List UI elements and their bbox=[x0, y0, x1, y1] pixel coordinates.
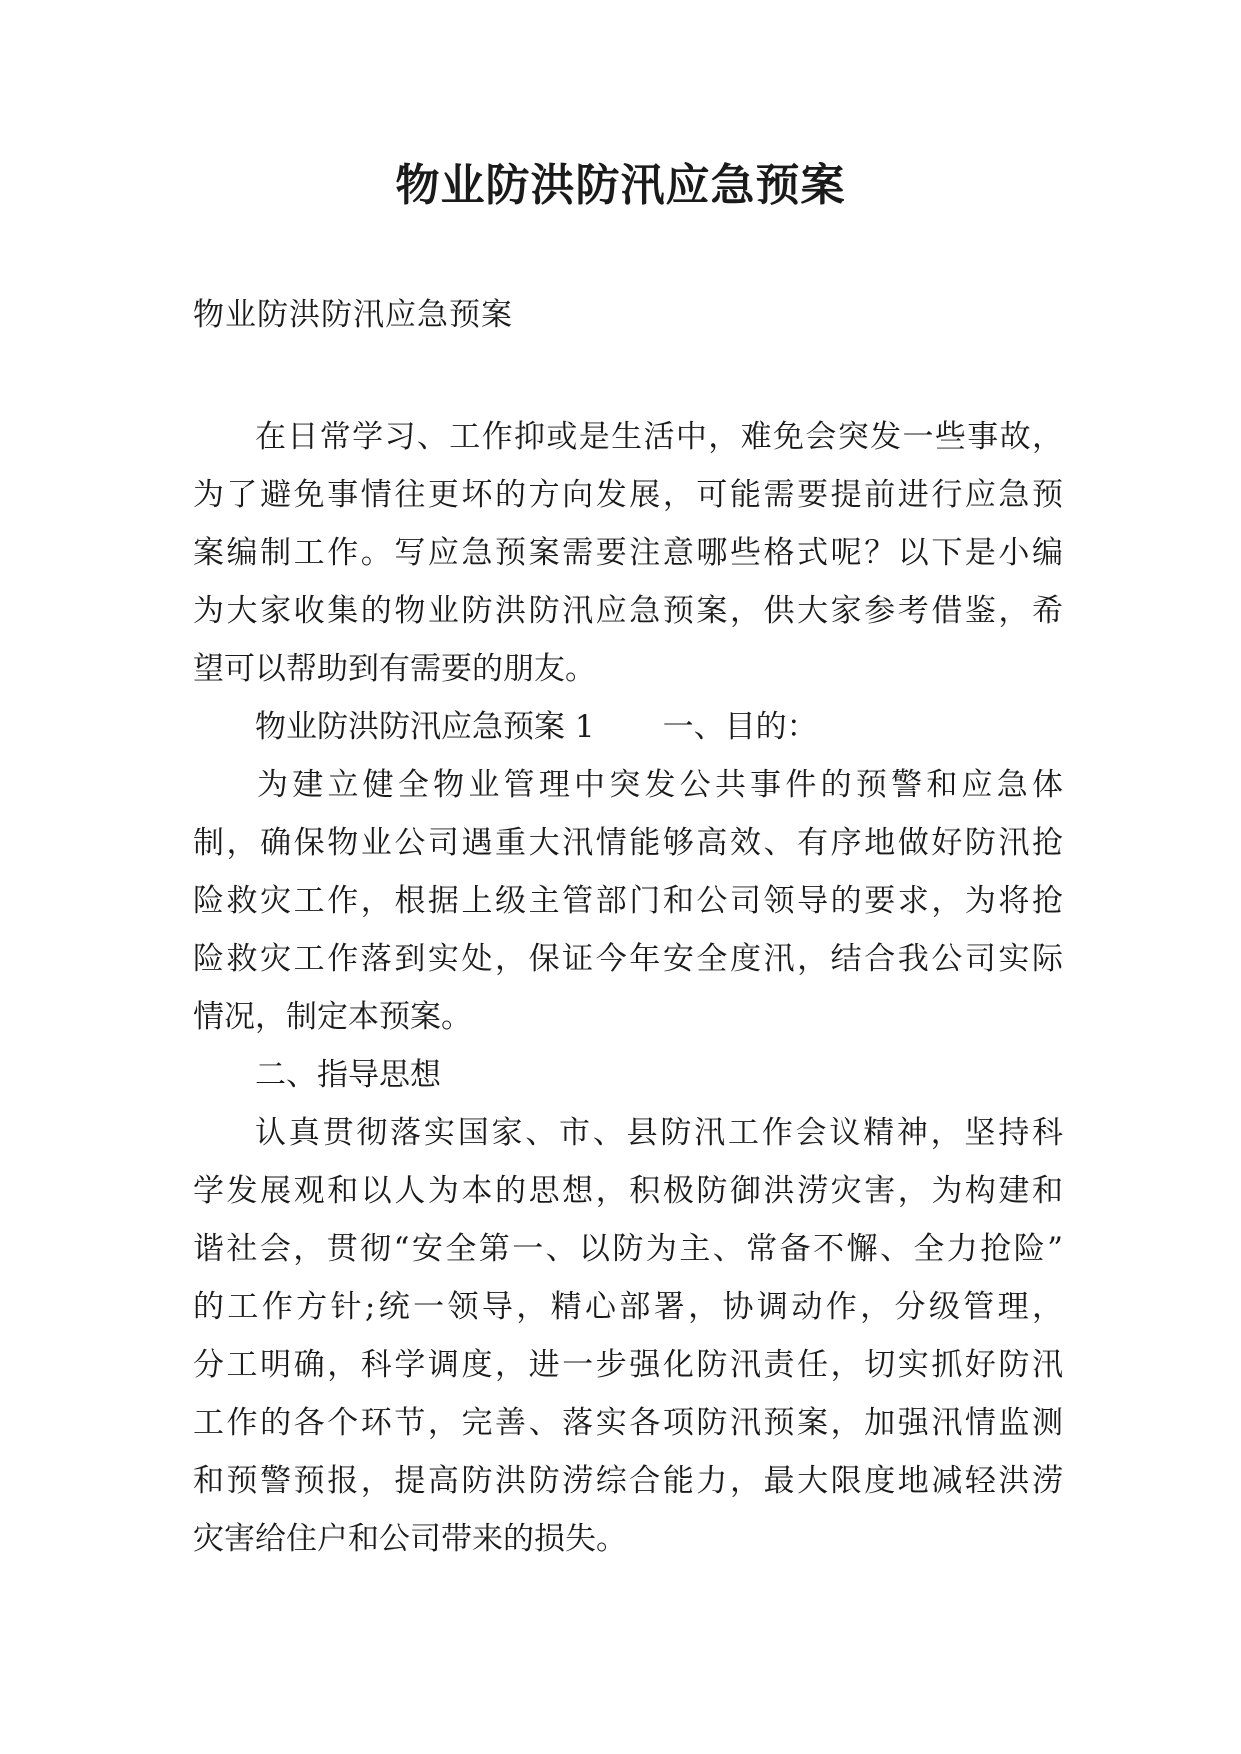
paragraph-line: 制，确保物业公司遇重大汛情能够高效、有序地做好防汛抢 bbox=[193, 825, 1063, 861]
paragraph-line: 案编制工作。写应急预案需要注意哪些格式呢？以下是小编 bbox=[193, 535, 1063, 571]
section-heading: 物业防洪防汛应急预案 1 bbox=[255, 709, 595, 745]
paragraph-line: 为建立健全物业管理中突发公共事件的预警和应急体 bbox=[257, 767, 1063, 803]
purpose-heading: 一、目的： bbox=[662, 709, 818, 745]
paragraph-line: 谐社会，贯彻“安全第一、以防为主、常备不懈、全力抢险” bbox=[193, 1231, 1063, 1267]
paragraph-line: 学发展观和以人为本的思想，积极防御洪涝灾害，为构建和 bbox=[193, 1173, 1063, 1209]
guiding-heading: 二、指导思想 bbox=[255, 1057, 441, 1093]
section-heading-line bbox=[193, 698, 1063, 756]
paragraph-line: 和预警预报，提高防洪防涝综合能力，最大限度地减轻洪涝 bbox=[193, 1463, 1063, 1499]
document-body bbox=[193, 408, 1063, 1568]
document-subtitle: 物业防洪防汛应急预案 bbox=[193, 297, 513, 333]
paragraph-line: 险救灾工作，根据上级主管部门和公司领导的要求，为将抢 bbox=[193, 883, 1063, 919]
paragraph-line: 工作的各个环节，完善、落实各项防汛预案，加强汛情监测 bbox=[193, 1405, 1063, 1441]
paragraph-line: 为大家收集的物业防洪防汛应急预案，供大家参考借鉴，希 bbox=[193, 593, 1063, 629]
paragraph-line: 认真贯彻落实国家、市、县防汛工作会议精神，坚持科 bbox=[255, 1115, 1063, 1151]
paragraph-line: 望可以帮助到有需要的朋友。 bbox=[193, 651, 596, 687]
paragraph-line: 分工明确，科学调度，进一步强化防汛责任，切实抓好防汛 bbox=[193, 1347, 1063, 1383]
paragraph-line: 灾害给住户和公司带来的损失。 bbox=[193, 1521, 627, 1557]
paragraph-line: 在日常学习、工作抑或是生活中，难免会突发一些事故， bbox=[255, 419, 1063, 455]
paragraph-line: 险救灾工作落到实处，保证今年安全度汛，结合我公司实际 bbox=[193, 941, 1063, 977]
paragraph-line: 为了避免事情往更坏的方向发展，可能需要提前进行应急预 bbox=[193, 477, 1063, 513]
paragraph-line: 情况，制定本预案。 bbox=[193, 999, 472, 1035]
paragraph-line: 的工作方针;统一领导，精心部署，协调动作，分级管理， bbox=[193, 1289, 1063, 1325]
document-title: 物业防洪防汛应急预案 bbox=[395, 160, 846, 211]
